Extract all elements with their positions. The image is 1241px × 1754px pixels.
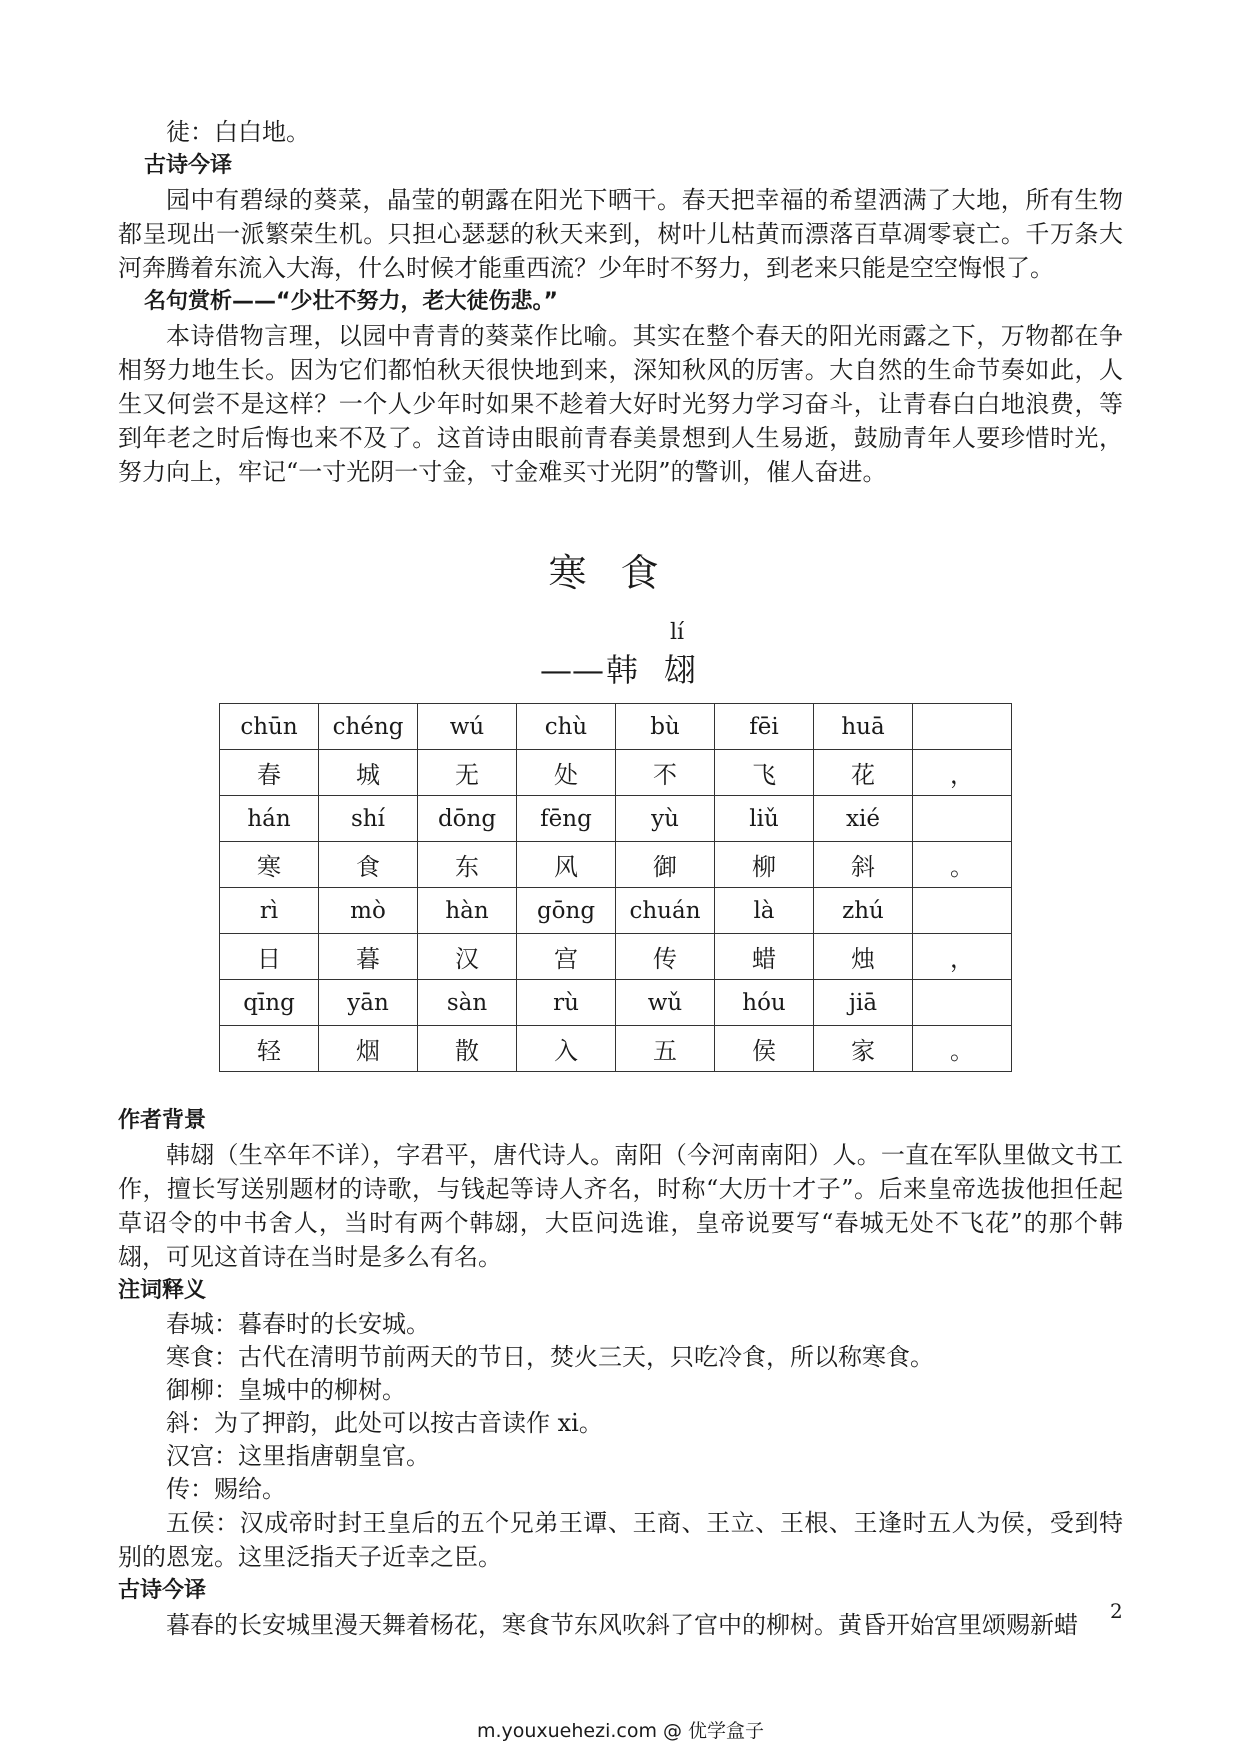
hanzi-cell: 散 (418, 1026, 517, 1072)
hanzi-cell: 日 (220, 934, 319, 980)
pinyin-cell: zhú (814, 888, 913, 934)
pinyin-row (220, 796, 1012, 842)
hanzi-cell: ， (913, 750, 1012, 796)
pinyin-cell: sàn (418, 980, 517, 1026)
hanzi-cell: 蜡 (715, 934, 814, 980)
hanzi-cell: 宫 (517, 934, 616, 980)
pinyin-cell (913, 888, 1012, 934)
pinyin-cell: yān (319, 980, 418, 1026)
author-name: 韩翃 (606, 651, 723, 689)
translation-heading: 古诗今译 (144, 153, 233, 178)
hanzi-cell: 无 (418, 750, 517, 796)
hanzi-cell: ， (913, 934, 1012, 980)
hanzi-cell: 五 (616, 1026, 715, 1072)
note-item: 汉宫：这里指唐朝皇官。 (166, 1442, 430, 1470)
hanzi-row (220, 934, 1012, 980)
author-dash: —— (540, 651, 604, 689)
bottom-section (118, 1104, 1123, 1642)
pinyin-cell: wǔ (616, 980, 715, 1026)
hanzi-cell: 传 (616, 934, 715, 980)
bottom-translation-text: 暮春的长安城里漫天舞着杨花，寒食节东风吹斜了官中的柳树。黄昏开始宫里颂赐新蜡 (166, 1611, 1078, 1639)
poem-title: 寒食 (548, 551, 693, 595)
pinyin-cell: huā (814, 704, 913, 750)
pinyin-cell (913, 980, 1012, 1026)
pinyin-cell: hán (220, 796, 319, 842)
hanzi-cell: 烟 (319, 1026, 418, 1072)
pinyin-cell (913, 796, 1012, 842)
pinyin-cell: yù (616, 796, 715, 842)
hanzi-row (220, 842, 1012, 888)
note-item: 春城：暮春时的长安城。 (166, 1310, 430, 1338)
notes-heading: 注词释义 (118, 1278, 207, 1303)
pinyin-cell: bù (616, 704, 715, 750)
hanzi-cell: 轻 (220, 1026, 319, 1072)
pinyin-cell: xié (814, 796, 913, 842)
pinyin-cell: chù (517, 704, 616, 750)
hanzi-cell: 汉 (418, 934, 517, 980)
pinyin-cell: rì (220, 888, 319, 934)
hanzi-cell: 东 (418, 842, 517, 888)
poem-author (520, 620, 780, 696)
pinyin-cell: qīng (220, 980, 319, 1026)
pinyin-cell: gōng (517, 888, 616, 934)
note-item: 寒食：古代在清明节前两天的节日，焚火三天，只吃冷食，所以称寒食。 (166, 1343, 934, 1371)
author-background-heading: 作者背景 (118, 1108, 207, 1133)
author-background-text: 韩翃（生卒年不详），字君平，唐代诗人。南阳（今河南南阳）人。一直在军队里做文书工作，擅长写送别题材的诗歌，与钱起等诗人齐名，时称“大历十才子”。后来皇帝选拔他担任起草诏令的中书舍人，当时有两个韩翃，大臣问选谁，皇帝说要写“春城无处不飞花”的那个韩翃，可见这首诗在当时是多么有名。 (118, 1141, 1123, 1271)
hanzi-row (220, 750, 1012, 796)
hanzi-cell: 御 (616, 842, 715, 888)
author-pinyin: lí (670, 620, 685, 645)
famous-line-heading: 名句赏析——“少壮不努力，老大徒伤悲。” (144, 289, 558, 314)
hanzi-cell: 风 (517, 842, 616, 888)
hanzi-cell: 入 (517, 1026, 616, 1072)
pinyin-cell: hóu (715, 980, 814, 1026)
pinyin-cell: dōng (418, 796, 517, 842)
pinyin-row (220, 704, 1012, 750)
hanzi-cell: 侯 (715, 1026, 814, 1072)
pinyin-cell: fēng (517, 796, 616, 842)
pinyin-row (220, 888, 1012, 934)
hanzi-cell: 处 (517, 750, 616, 796)
hanzi-cell: 不 (616, 750, 715, 796)
hanzi-row (220, 1026, 1012, 1072)
pinyin-cell: là (715, 888, 814, 934)
note-item: 传：赐给。 (166, 1475, 286, 1503)
poem-table (219, 703, 1012, 1072)
hanzi-cell: 春 (220, 750, 319, 796)
note-item: 斜：为了押韵，此处可以按古音读作 xi。 (166, 1409, 603, 1437)
page-number: 2 (1110, 1599, 1123, 1623)
pinyin-cell: liǔ (715, 796, 814, 842)
pinyin-cell: shí (319, 796, 418, 842)
hanzi-cell: 食 (319, 842, 418, 888)
pinyin-cell: wú (418, 704, 517, 750)
translation-paragraph: 园中有碧绿的葵菜，晶莹的朝露在阳光下晒干。春天把幸福的希望洒满了大地，所有生物都呈现出一派繁荣生机。只担心瑟瑟的秋天来到，树叶儿枯黄而漂落百草凋零衰亡。千万条大河奔腾着东流入大海，什么时候才能重西流？少年时不努力，到老来只能是空空悔恨了。 (118, 186, 1123, 282)
hanzi-cell: 。 (913, 842, 1012, 888)
hanzi-cell: 暮 (319, 934, 418, 980)
hanzi-cell: 城 (319, 750, 418, 796)
hanzi-cell: 飞 (715, 750, 814, 796)
hanzi-cell: 寒 (220, 842, 319, 888)
top-section (118, 116, 1123, 489)
pinyin-cell: hàn (418, 888, 517, 934)
footer-watermark: m.youxuehezi.com @ 优学盒子 (476, 1720, 765, 1742)
note-line-tu: 徒：白白地。 (166, 118, 310, 146)
pinyin-cell (913, 704, 1012, 750)
pinyin-cell: chéng (319, 704, 418, 750)
bottom-translation-heading: 古诗今译 (118, 1578, 207, 1603)
hanzi-cell: 家 (814, 1026, 913, 1072)
pinyin-cell: chuán (616, 888, 715, 934)
pinyin-cell: fēi (715, 704, 814, 750)
pinyin-cell: chūn (220, 704, 319, 750)
pinyin-row (220, 980, 1012, 1026)
note-item: 御柳：皇城中的柳树。 (166, 1376, 406, 1404)
famous-line-analysis: 本诗借物言理，以园中青青的葵菜作比喻。其实在整个春天的阳光雨露之下，万物都在争相努力地生长。因为它们都怕秋天很快地到来，深知秋风的厉害。大自然的生命节奏如此，人生又何尝不是这样？一个人少年时如果不趁着大好时光努力学习奋斗，让青春白白地浪费，等到年老之时后悔也来不及了。这首诗由眼前青春美景想到人生易逝，鼓励青年人要珍惜时光，努力向上，牢记“一寸光阴一寸金，寸金难买寸光阴”的警训，催人奋进。 (118, 322, 1123, 486)
pinyin-cell: rù (517, 980, 616, 1026)
hanzi-cell: 斜 (814, 842, 913, 888)
hanzi-cell: 烛 (814, 934, 913, 980)
pinyin-cell: mò (319, 888, 418, 934)
note-item-wuhou: 五侯：汉成帝时封王皇后的五个兄弟王谭、王商、王立、王根、王逢时五人为侯，受到特别的恩宠。这里泛指天子近幸之臣。 (118, 1509, 1123, 1571)
hanzi-cell: 花 (814, 750, 913, 796)
pinyin-cell: jiā (814, 980, 913, 1026)
hanzi-cell: 。 (913, 1026, 1012, 1072)
hanzi-cell: 柳 (715, 842, 814, 888)
